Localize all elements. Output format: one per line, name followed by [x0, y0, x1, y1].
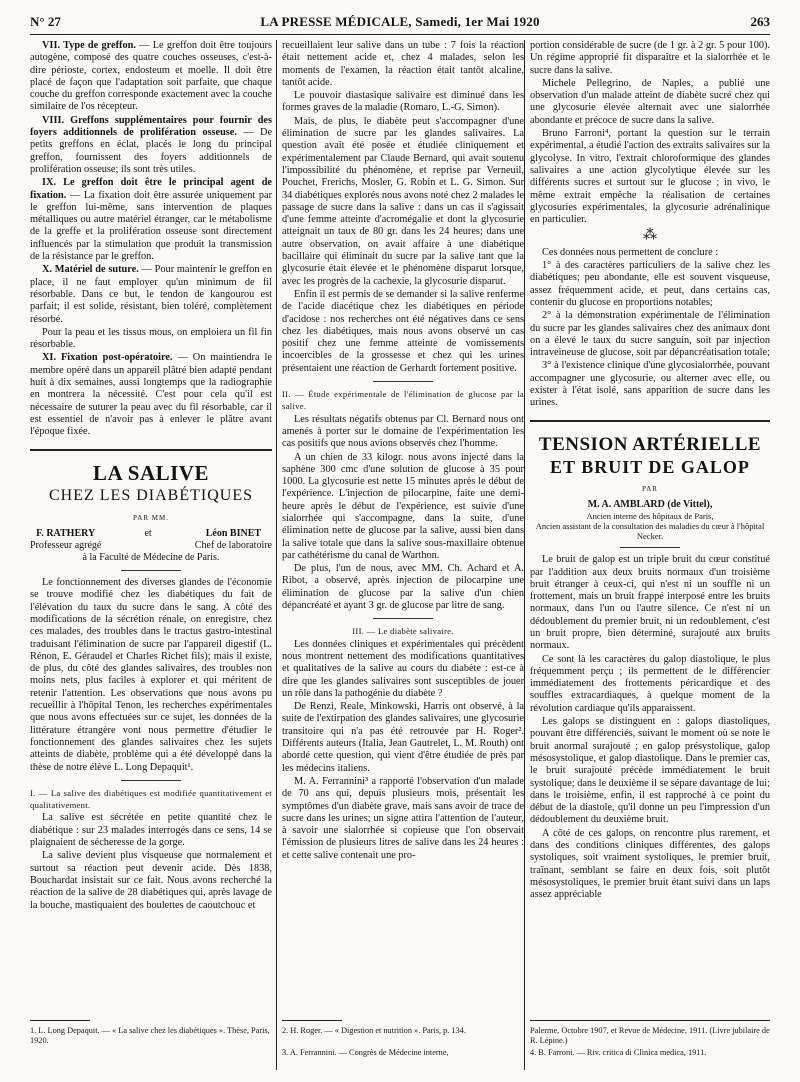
- divider: [121, 570, 181, 571]
- para-post-operatoire: XI. Fixation post-opératoire. — On maintiendra le membre opéré dans un appareil plâtré bien adapté pendant huit à dix semaines, aussi longtemps que la radiographie en montrera la nécessité. C'est pour cela qu'il est nécessaire de suturer la peau avec du fil résorbable, car il est essentiel de n'avoir pas à enlever le plâtre avant l'époque fixée.: [30, 352, 272, 438]
- asterism: ⁂: [643, 228, 657, 244]
- section-3-para-2: De Renzi, Reale, Minkowski, Harris ont observé, à la suite de l'extirpation des glandes salivaires, une glycosurie transitoire qui n'a pas été retrouvée par H. Roger². Différents auteurs (Italia, Jean Gautrelet, L. M. Routh) ont abordé cette question, qui vient d'être étudiée de près par les médecins italiens.: [282, 701, 524, 774]
- author-and: et: [144, 527, 152, 539]
- author-2: Léon BINET Chef de laboratoire: [194, 527, 272, 551]
- column-2: [282, 40, 524, 1040]
- section-2-para-2: A un chien de 33 kilogr. nous avons injecté dans la saphène 300 cmc d'une solution de glucose à 35 pour 1000. La glycosurie est nette 15 minutes après le début de l'expérience. L'injection de pilocarpine, faite une demi-heure après le début de l'expérience, est suivie d'une sialorrhée qui s'accompagne, dans la suite, d'une élimination nette de glucose par la salive, aussi bien dans la salive totale que dans la salive sous-maxillaire obtenue par cathétérisme du canal de Warthon.: [282, 451, 524, 561]
- footnote-rule-1: [30, 1020, 90, 1021]
- divider: [620, 547, 680, 548]
- by-line: PAR MM.: [133, 513, 169, 522]
- section-heading-2: II. — Étude expérimentale de l'élimination de glucose par la salive.: [282, 389, 524, 412]
- para-type-greffon: VII. Type de greffon. — Le greffon doit être toujours autogène, composé des quatre couches osseuses, c'est-à-dire périoste, cortex, endosteum et moelle. Il doit être placé de façon que l'adaptation soit parfaite, que chaque couche du greffon corresponde exactement avec la couche similaire de l'os récepteur.: [30, 40, 272, 113]
- para-greffons-supplementaires: VIII. Greffons supplémentaires pour fournir des foyers additionnels de prolifération osseuse. — De petits greffons en éclat, placés le long du principal greffon, fournissent des foyers additionnels de prolifération osseuse; ils sont très utiles.: [30, 114, 272, 175]
- footnote-2: 2. H. Roger. — « Digestion et nutrition ». Paris, p. 134.: [282, 1026, 466, 1035]
- page-header: [30, 14, 770, 34]
- section-2-para-3: De plus, l'un de nous, avec MM. Ch. Achard et A. Ribot, a observé, après injection de pilocarpine une élimination de glucose par la salive d'un chien dépancréaté et ayant 3 gr. de glucose par litre de sang.: [282, 563, 524, 612]
- footnote-rule-2: [282, 1020, 342, 1021]
- article-subtitle: ET BRUIT DE GALOP: [550, 456, 750, 477]
- section-heading-1: I. — La salive des diabétiques est modifiée quantitativement et qualitativement.: [30, 787, 272, 811]
- para-conclusion-intro: Ces données nous permettent de conclure :: [542, 246, 719, 258]
- column-3: [530, 40, 770, 1040]
- by-line: PAR: [642, 484, 658, 493]
- section-3-para-3: M. A. Ferrannini³ a rapporté l'observation d'un malade de 70 ans qui, depuis plusieurs mois, présentait les symptômes d'un diabète grave, mais sans avoir de trace de sucre dans les urines; un signe attira l'attention de l'auteur, à savoir une sialorrhée si copieuse que l'on observait l'émission de plusieurs litres de salive dans les 24 heures : et cette salive contenait une pro-: [282, 775, 524, 861]
- para-pouvoir-diastasique: Le pouvoir diastasique salivaire est diminué dans les formes graves de la maladie (Romaro, L.-G. Simon).: [282, 90, 524, 114]
- header-rule: [30, 34, 770, 35]
- para-pellegrino: Michele Pellegrino, de Naples, a publié une observation d'un malade atteint de diabète sucré chez qui une glycosurie élevée alternait avec une sialorrhée abondante et précoce de sucre dans la salive.: [530, 77, 770, 126]
- section-1-para-2: La salive devient plus visqueuse que normalement et surtout sa réaction peut devenir acide. Dès 1838, Bouchardat insistait sur ce fait. Nous avons recherché la réaction de la salive de 28 diabétiques qui, après lavage de la bouche, mastiquaient des boulettes de caoutchouc et: [30, 850, 272, 911]
- section-1-para-1: La salive est sécrétée en petite quantité chez le diabétique : sur 23 malades interrogés dans ce sens, 14 se plaignaient de sécheresse de la gorge.: [30, 812, 272, 849]
- galop-para-3: Les galops se distinguent en : galops diastoliques, pouvant être différenciés, suivant le moment où se note le bruit anormal surajouté ; en galop présystolique, galop mésosystolique, et galop diastolique. Dans le premier cas, le bruit surajouté précède immédiatement le bruit systolique; dans le deuxième il se sépare davantage de lui; dans le troisième, enfin, il est rapproché à ce point du début de la diastole, qu'il donne un peu l'impression d'un dédoublement du deuxième bruit.: [530, 716, 770, 826]
- footnote-1: 1. L. Long Depaquit. — « La salive chez les diabétiques ». Thèse, Paris, 1920.: [30, 1026, 270, 1045]
- galop-para-1: Le bruit de galop est un triple bruit du cœur constitué par l'addition aux deux bruits normaux d'un troisième bruit étranger à ceux-ci, qui n'est ni un souffle ni un frottement, mais un bruit frappé interposé entre les bruits normaux, dans l'un ou l'autre silence. Ce n'est ni un dédoublement du premier bruit, ni un redoublement, c'est un bruit propre, bien déterminé, surajouté aux bruits normaux.: [530, 554, 770, 652]
- galop-para-2: Ce sont là les caractères du galop diastolique, le plus fréquemment perçu ; ils permettent de le différencier immédiatement des frottements péricardique et des souffles extracardiaques, à quelque moment de la révolution cardiaque qu'ils apparaissent.: [530, 653, 770, 714]
- divider: [373, 618, 433, 619]
- section-rule: [30, 449, 272, 451]
- footnote-3-continued: Palerme, Octobre 1907, et Revue de Médecine, 1911. (Livre jubilaire de R. Lépine.): [530, 1026, 770, 1045]
- para-peau: Pour la peau et les tissus mous, on emploiera un fil fin résorbable.: [30, 326, 272, 351]
- footnote-rule-3: [530, 1020, 770, 1021]
- para-materiel-suture: X. Matériel de suture. — Pour maintenir le greffon en place, il ne faut employer qu'un minimum de fil résorbable. Dans ce but, le tendon de kangourou est parfait; il est solide, résistant, bien toléré, complètement résorbé.: [30, 264, 272, 325]
- divider: [373, 381, 433, 382]
- galop-para-4: A côté de ces galops, on rencontre plus rarement, et dans des conditions cliniques différentes, des galops systoliques, soit vraiment systoliques, le premier bruit, traînant, semblant se faire en deux fois, soit plutôt mésosystoliques, le premier bruit étant suivi dans un laps assez appréciable: [530, 827, 770, 901]
- section-3-para-1: Les données cliniques et expérimentales qui précèdent nous montrent nettement des modifications quantitatives et qualitatives de la salive au cours du diabète : est-ce à dire que les glandes salivaires sont susceptibles de jouer un rôle dans la pathogénie du diabète ?: [282, 638, 524, 699]
- section-rule: [530, 420, 770, 422]
- conclusion-3: 3° à l'existence clinique d'une glycosialorrhée, pouvant accompagner une glycosurie, ou alterner avec elle, ou exister à l'état isolé, sans apparition de sucre dans les urines.: [530, 360, 770, 409]
- section-heading-3: III. — Le diabète salivaire.: [352, 626, 454, 637]
- para-acide-diacetique: Enfin il est permis de se demander si la salive renferme de l'acide diacétique chez les diabétiques en période d'acidose : nos recherches ont été négatives dans ce sens chez les diabétiques, mais nous avons observé un cas positif chez une femme atteinte de vomissements incoercibles de la grossesse et chez qui les urines présentaient une réaction de Gerhardt fortement positive.: [282, 288, 524, 374]
- para-elimination-sucre: Mais, de plus, le diabète peut s'accompagner d'une élimination de sucre par les glandes salivaires. La question avait été posée et étudiée cliniquement et expérimentalement par Claude Bernard, qui avait soutenu l'impossibilité du phénomène, et reprise par Verneuil, Pouchet, Frerichs, Mosler, G. Robin et L. G. Simon. Sur 34 diabétiques explorés nous avons noté chez 2 malades le passage de sucre dans la salive : dans un cas il s'agissait d'une femme atteinte d'acromégalie et dont la glycosurie atteignait un taux de 80 gr. dans les 24 heures; dans une autre observation, on avait affaire à une diabétique bacillaire qui éliminait du sucre par la salive tant que la glycosurie était élevée et le phénomène disparut lorsque, avec les progrès de la cachexie, la glycosurie disparut.: [282, 115, 524, 287]
- article-subtitle: CHEZ LES DIABÉTIQUES: [49, 486, 253, 504]
- para-continued: recueillaient leur salive dans un tube : 7 fois la réaction était nettement acide et, chez 4 malades, selon les moments de l'examen, la réaction était tantôt alcaline, tantôt acide.: [282, 40, 524, 88]
- journal-title: LA PRESSE MÉDICALE, Samedi, 1er Mai 1920: [260, 14, 540, 29]
- conclusion-1: 1° à des caractères particuliers de la salive chez les diabétiques; peu abondante, elle est souvent visqueuse, assez fréquemment acide, et peut, dans certains cas, contenir du glucose en proportions notables;: [530, 260, 770, 308]
- author-1: F. RATHERY Professeur agrégé: [30, 527, 102, 551]
- column-rule-1: [276, 40, 277, 1070]
- section-2-para-1: Les résultats négatifs obtenus par Cl. Bernard nous ont amenés à porter sur le domaine de l'expérimentation les cas positifs que nous avions observés chez l'homme.: [282, 413, 524, 450]
- affiliation-1: Ancien interne des hôpitaux de Paris,: [586, 511, 714, 522]
- article-title: TENSION ARTÉRIELLE: [538, 433, 762, 455]
- footnote-4: 4. B. Farroni. — Riv. critica di Clinica medica, 1911.: [530, 1048, 707, 1057]
- column-rule-2: [524, 40, 525, 1070]
- page-number: 263: [750, 14, 770, 29]
- affiliation-2: Ancien assistant de la consultation des maladies du cœur à l'hôpital Necker.: [535, 521, 765, 542]
- article-title: LA SALIVE: [93, 460, 209, 485]
- intro-paragraph: Le fonctionnement des diverses glandes de l'économie se trouve modifié chez les diabétiques du fait de l'élévation du taux du sucre dans le sang. A côté des modifications de la sécrétion rénale, on enregistre, chez ces malades, des troubles dans le tractus gastro-intestinal traduisant l'élimination de sucre par l'appareil digestif (L. Rénon, E. Géraudel et Charles Richet fils); mais il existe, de plus, du côté des glandes salivaires, des troubles non moins nets, plus faciles à explorer et qui méritent de retenir l'attention. Les observations que nous avons pu recueillir à l'hôpital Tenon, les recherches expérimentales que nous avons effectuées sur ce sujet, les données de la littérature étrangère vont nous permettre d'étudier le fonctionnement des glandes salivaires chez les sujets atteints de diabète, problème qui a été développé dans la thèse de notre élève L. Long Depaquit¹.: [30, 577, 272, 773]
- para-continued: portion considérable de sucre (de 1 gr. à 2 gr. 5 pour 100). Un régime approprié fit disparaître et la sialorrhée et le sucre dans la salive.: [530, 40, 770, 76]
- author: M. A. AMBLARD (de Vittel),: [587, 498, 713, 510]
- conclusion-2: 2° à la démonstration expérimentale de l'élimination du sucre par les glandes salivaires chez des animaux dont on a élevé le taux du sucre sanguin, soit par injection intraveineuse de glucose, soit par dépancréatisation totale;: [530, 310, 770, 359]
- authors: [30, 528, 272, 552]
- affiliation: à la Faculté de Médecine de Paris.: [82, 551, 220, 563]
- para-farroni: Bruno Farroni⁴, portant la question sur le terrain expérimental, a étudié l'action des extraits salivaires sur la glycolyse. In vitro, l'extrait chloroformique des glandes salivaires a une action glycolytique élevée sur les différents sucres et surtout sur le glucose ; in vivo, le même extrait empêche la réalisation de certaines glycosuries expérimentales, la glycosurie adrénalinique en particulier.: [530, 128, 770, 226]
- para-fixation: IX. Le greffon doit être le principal agent de fixation. — La fixation doit être assurée uniquement par le greffon lui-même, sans intervention de plaques métalliques ou autre matériel étranger, car le métabolisme de la greffe et la prolifération osseuse sont directement influencés par la stimulation que produit la transmission de la résistance par le greffon.: [30, 177, 272, 263]
- divider: [121, 780, 181, 781]
- footnote-3: 3. A. Ferrannini. — Congrès de Médecine interne,: [282, 1048, 449, 1057]
- column-1: [30, 40, 272, 1040]
- issue-number: N° 27: [30, 14, 61, 29]
